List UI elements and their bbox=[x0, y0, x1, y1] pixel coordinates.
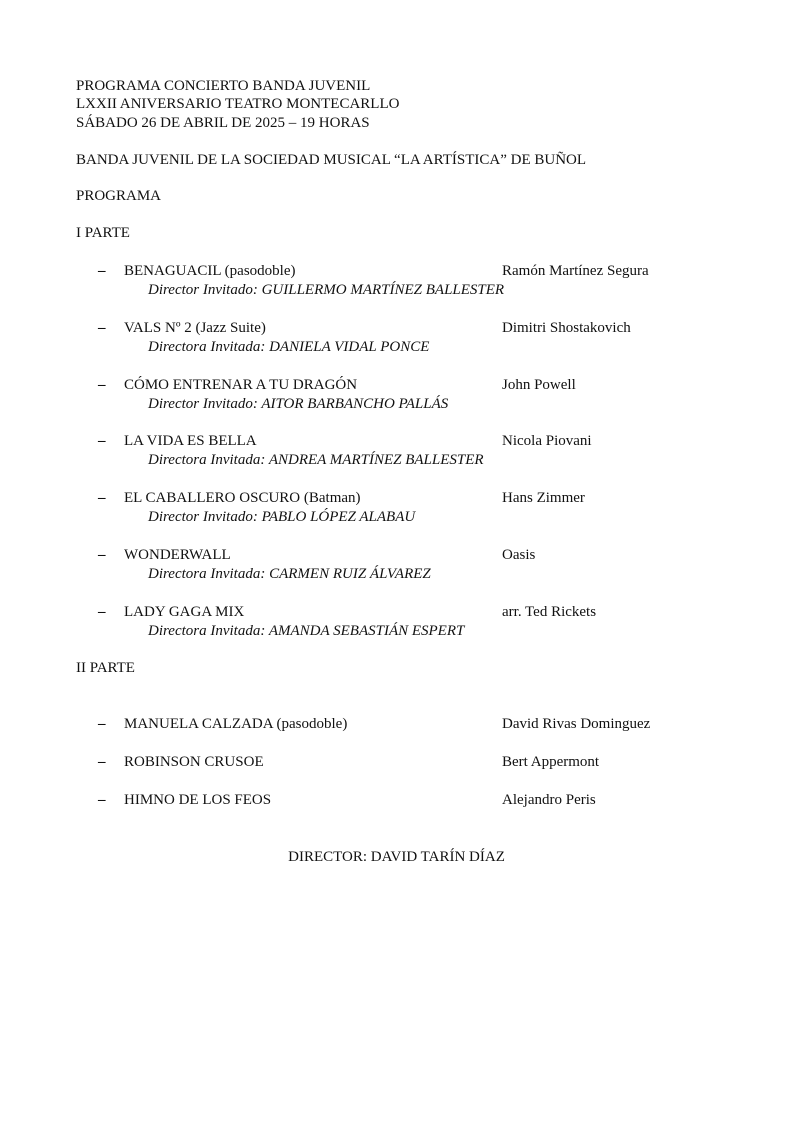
guest-conductor: Directora Invitada: ANDREA MARTÍNEZ BALLESTER bbox=[148, 452, 484, 468]
dash-marker: – bbox=[98, 490, 106, 506]
guest-conductor: Directora Invitada: AMANDA SEBASTIÁN ESPERT bbox=[148, 623, 465, 639]
piece-title: CÓMO ENTRENAR A TU DRAGÓN bbox=[124, 377, 358, 393]
dash-marker: – bbox=[98, 754, 106, 770]
piece-composer: Dimitri Shostakovich bbox=[502, 320, 631, 336]
guest-conductor: Director Invitado: PABLO LÓPEZ ALABAU bbox=[148, 509, 416, 525]
guest-conductor: Director Invitado: AITOR BARBANCHO PALLÁS bbox=[148, 396, 449, 412]
program-label: PROGRAMA bbox=[76, 188, 162, 204]
part-1-label: I PARTE bbox=[76, 225, 130, 241]
band-director: DIRECTOR: DAVID TARÍN DÍAZ bbox=[288, 849, 505, 865]
part-2-label: II PARTE bbox=[76, 660, 135, 676]
dash-marker: – bbox=[98, 263, 106, 279]
header-line-3: SÁBADO 26 DE ABRIL DE 2025 – 19 HORAS bbox=[76, 115, 370, 131]
piece-title: BENAGUACIL (pasodoble) bbox=[124, 263, 296, 279]
piece-title: MANUELA CALZADA (pasodoble) bbox=[124, 716, 348, 732]
piece-title: HIMNO DE LOS FEOS bbox=[124, 792, 272, 808]
dash-marker: – bbox=[98, 792, 106, 808]
program-item bbox=[0, 319, 793, 359]
program-item bbox=[0, 715, 793, 735]
dash-marker: – bbox=[98, 716, 106, 732]
piece-composer: Hans Zimmer bbox=[502, 490, 585, 506]
piece-composer: Oasis bbox=[502, 547, 536, 563]
dash-marker: – bbox=[98, 433, 106, 449]
piece-title: VALS Nº 2 (Jazz Suite) bbox=[124, 320, 266, 336]
dash-marker: – bbox=[98, 377, 106, 393]
piece-composer: David Rivas Dominguez bbox=[502, 716, 651, 732]
piece-composer: Ramón Martínez Segura bbox=[502, 263, 649, 279]
program-item bbox=[0, 546, 793, 586]
piece-composer: arr. Ted Rickets bbox=[502, 604, 597, 620]
piece-title: ROBINSON CRUSOE bbox=[124, 754, 264, 770]
program-item bbox=[0, 489, 793, 529]
piece-title: LADY GAGA MIX bbox=[124, 604, 245, 620]
program-item bbox=[0, 753, 793, 773]
header-line-1: PROGRAMA CONCIERTO BANDA JUVENIL bbox=[76, 78, 371, 94]
piece-title: EL CABALLERO OSCURO (Batman) bbox=[124, 490, 361, 506]
piece-title: LA VIDA ES BELLA bbox=[124, 433, 257, 449]
piece-title: WONDERWALL bbox=[124, 547, 231, 563]
dash-marker: – bbox=[98, 604, 106, 620]
dash-marker: – bbox=[98, 320, 106, 336]
ensemble-name: BANDA JUVENIL DE LA SOCIEDAD MUSICAL “LA ARTÍSTICA” DE BUÑOL bbox=[76, 152, 587, 168]
program-item bbox=[0, 791, 793, 811]
piece-composer: Alejandro Peris bbox=[502, 792, 596, 808]
header-line-2: LXXII ANIVERSARIO TEATRO MONTECARLLO bbox=[76, 96, 400, 112]
program-item bbox=[0, 376, 793, 416]
piece-composer: Nicola Piovani bbox=[502, 433, 592, 449]
dash-marker: – bbox=[98, 547, 106, 563]
guest-conductor: Director Invitado: GUILLERMO MARTÍNEZ BALLESTER bbox=[148, 282, 505, 298]
piece-composer: Bert Appermont bbox=[502, 754, 600, 770]
guest-conductor: Directora Invitada: DANIELA VIDAL PONCE bbox=[148, 339, 430, 355]
program-item bbox=[0, 262, 793, 302]
program-item bbox=[0, 603, 793, 643]
piece-composer: John Powell bbox=[502, 377, 576, 393]
program-item bbox=[0, 432, 793, 472]
guest-conductor: Directora Invitada: CARMEN RUIZ ÁLVAREZ bbox=[148, 566, 431, 582]
